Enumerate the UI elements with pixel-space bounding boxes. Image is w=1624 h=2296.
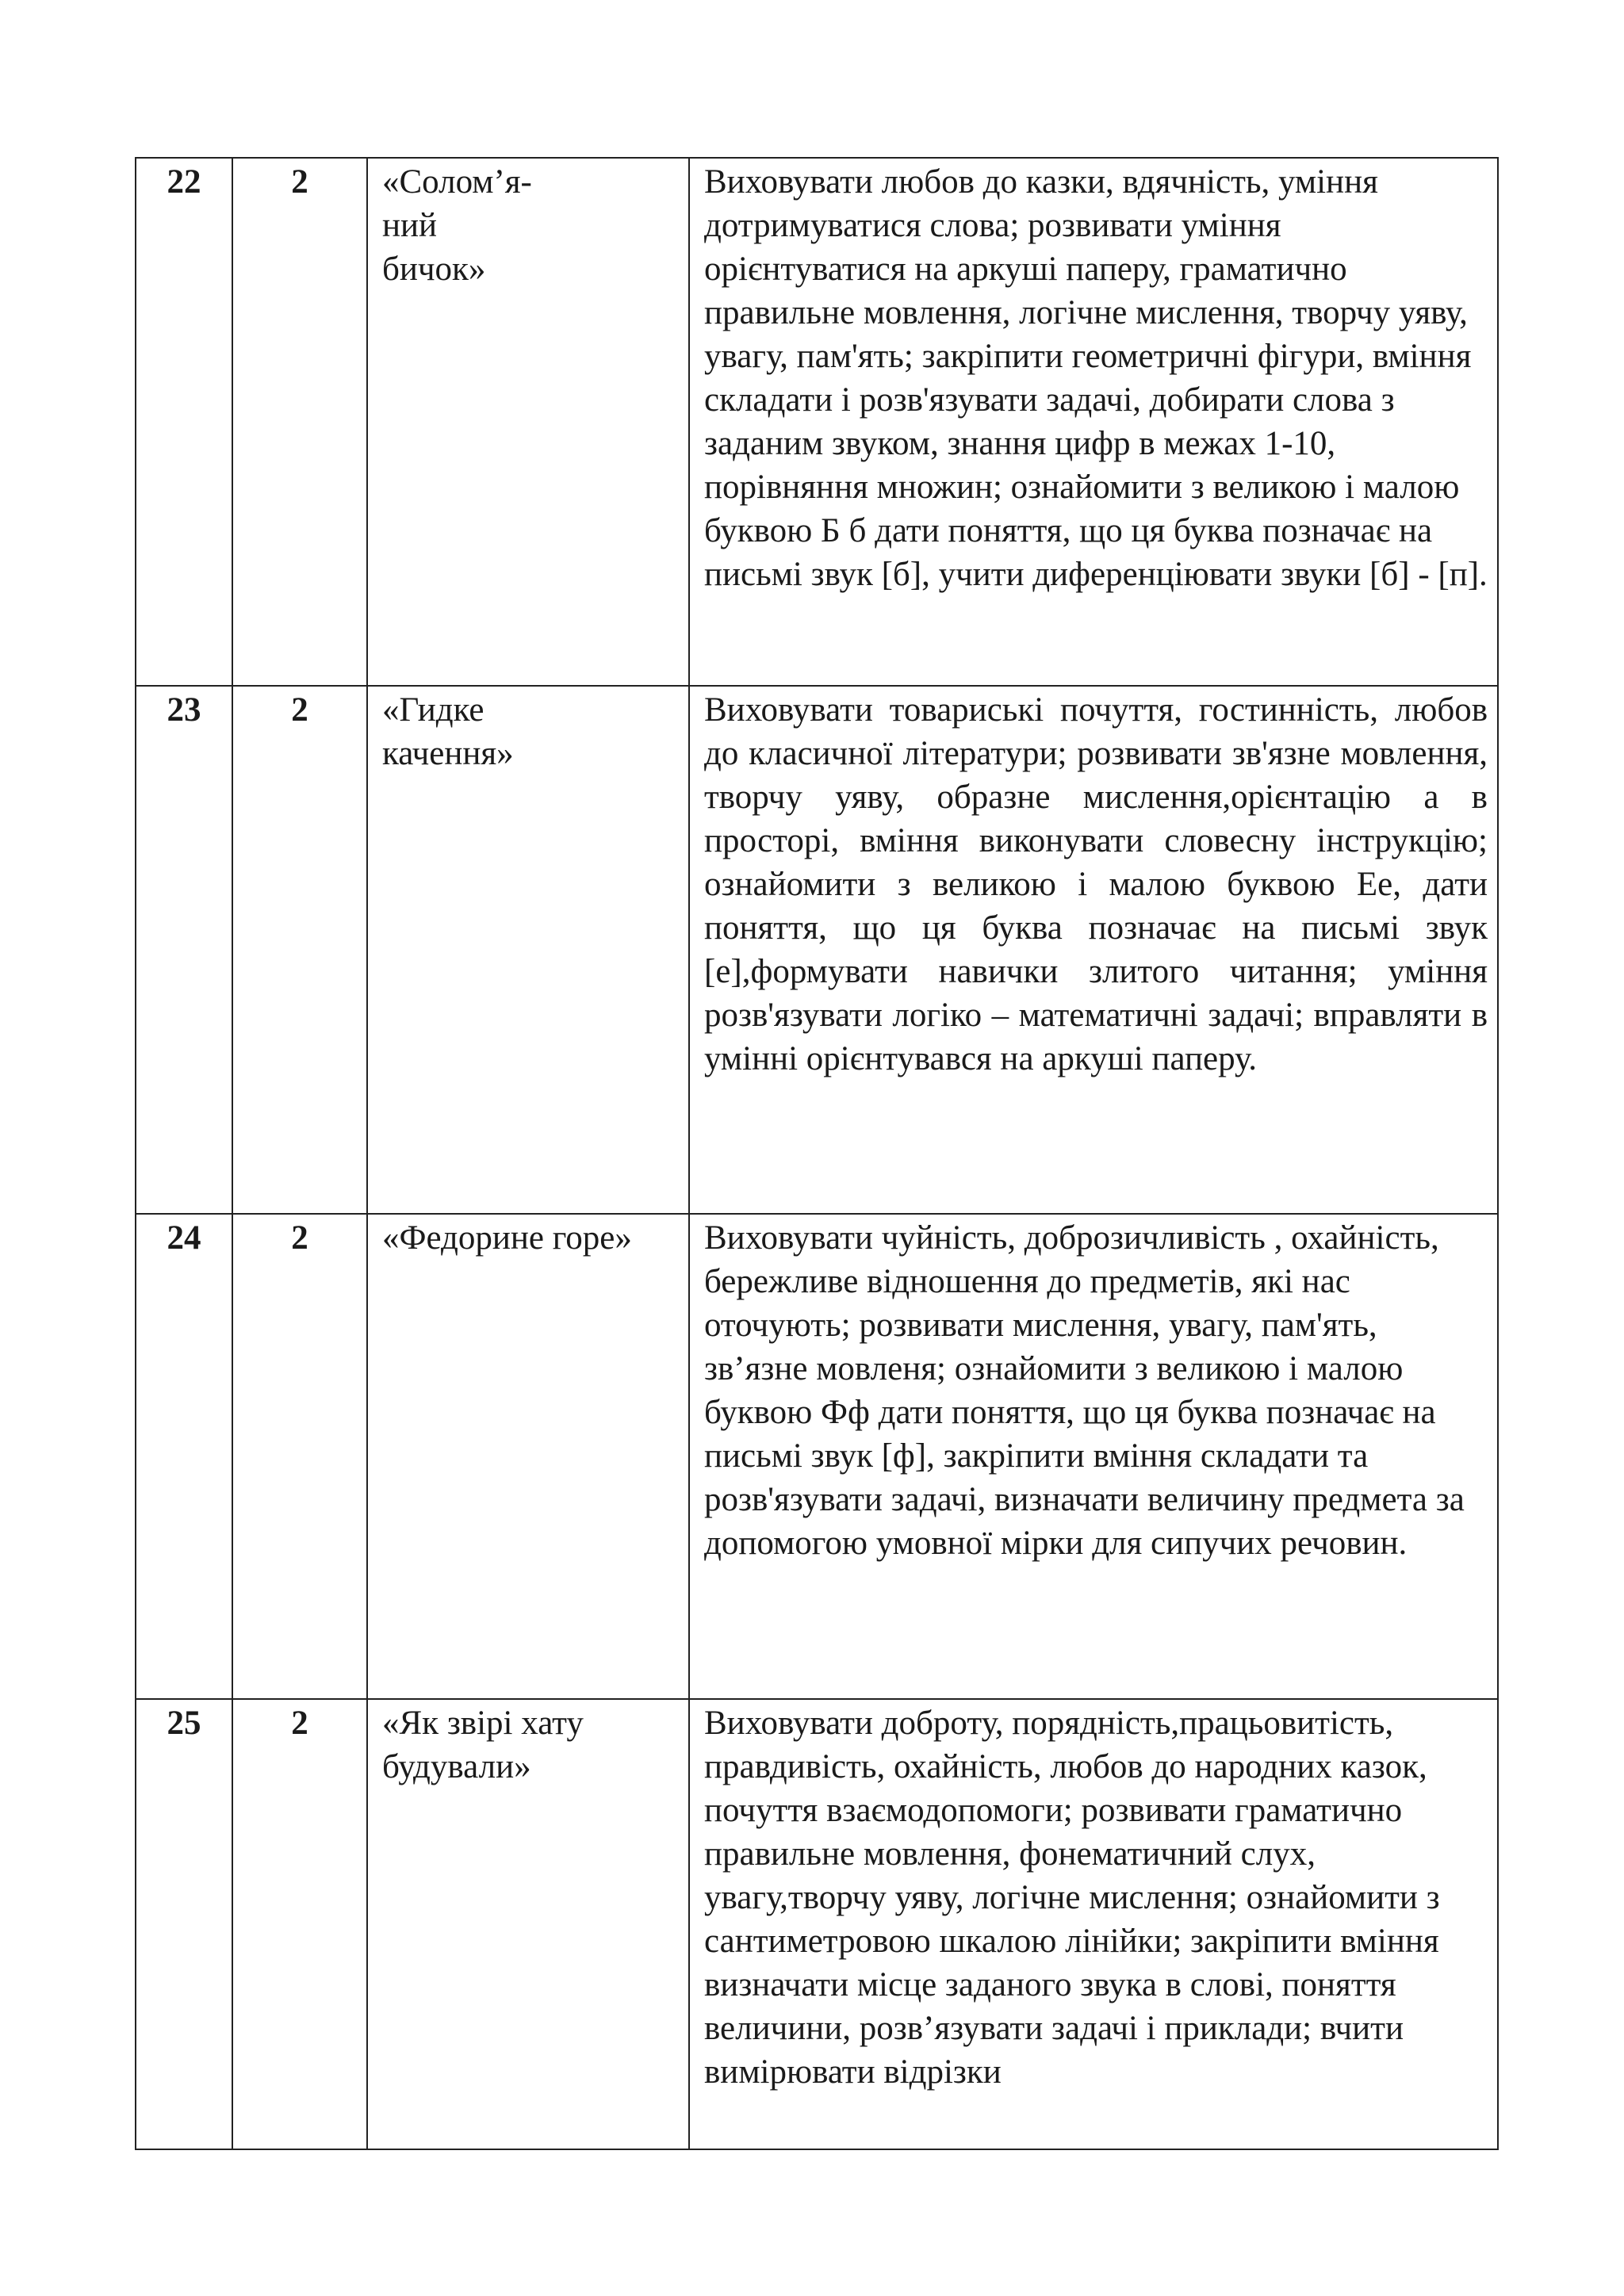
lesson-title-cell xyxy=(367,1214,689,1699)
lesson-hours-cell: 2 xyxy=(232,686,367,1214)
lesson-title-line: ний xyxy=(382,207,438,244)
lesson-title-cell xyxy=(367,686,689,1214)
table-row xyxy=(136,686,1498,1214)
lesson-hours-cell: 2 xyxy=(232,1214,367,1699)
lesson-hours-cell: 2 xyxy=(232,158,367,686)
lesson-hours-cell: 2 xyxy=(232,1699,367,2149)
table-row xyxy=(136,1214,1498,1699)
table-row xyxy=(136,158,1498,686)
lesson-number-cell: 22 xyxy=(136,158,232,686)
lesson-title-line: «Федорине горе» xyxy=(382,1219,632,1257)
lesson-number-cell: 24 xyxy=(136,1214,232,1699)
lesson-title-line: будували» xyxy=(382,1748,531,1785)
table-row xyxy=(136,1699,1498,2149)
lesson-title-cell xyxy=(367,158,689,686)
lesson-title-line: бичок» xyxy=(382,251,486,288)
lesson-title-line: «Солом’я- xyxy=(382,163,532,201)
lesson-title-line: качення» xyxy=(382,735,514,772)
lesson-goals-cell: Виховувати доброту, порядність,працьовитість, правдивість, охайність, любов до народних казок, почуття взаємодопомоги; розвивати граматично правильне мовлення, фонематичний слух, увагу,творчу уяву, логічне мислення; ознайомити з сантиметровою шкалою лінійки; закріпити вміння визначати місце заданого звука в слові, поняття величини, розв’язувати задачі і приклади; вчити вимірювати відрізки xyxy=(689,1699,1498,2149)
lesson-number-cell: 25 xyxy=(136,1699,232,2149)
lesson-plan-table xyxy=(135,157,1499,2150)
lesson-title-line: «Як звірі хату xyxy=(382,1705,584,1742)
lesson-title-line: «Гидке xyxy=(382,691,485,729)
lesson-goals-cell: Виховувати чуйність, доброзичливість , охайність, бережливе відношення до предметів, які нас оточують; розвивати мислення, увагу, пам'ять, зв’язне мовленя; ознайомити з великою і малою буквою Фф дати поняття, що ця буква позначає на письмі звук [ф], закріпити вміння складати та розв'язувати задачі, визначати величину предмета за допомогою умовної мірки для сипучих речовин. xyxy=(689,1214,1498,1699)
lesson-goals-cell: Виховувати любов до казки, вдячність, уміння дотримуватися слова; розвивати уміння орієнтуватися на аркуші паперу, граматично правильне мовлення, логічне мислення, творчу уяву, увагу, пам'ять; закріпити геометричні фігури, вміння складати і розв'язувати задачі, добирати слова з заданим звуком, знання цифр в межах 1-10, порівняння множин; ознайомити з великою і малою буквою Б б дати поняття, що ця буква позначає на письмі звук [б], учити диференціювати звуки [б] - [п]. xyxy=(689,158,1498,686)
lesson-goals-cell: Виховувати товариські почуття, гостинність, любов до класичної літератури; розвивати зв'язне мовлення, творчу уяву, образне мислення,орієнтацію а в просторі, вміння виконувати словесну інструкцію; ознайомити з великою і малою буквою Ее, дати поняття, що ця буква позначає на письмі звук [е],формувати навички злитого читання; уміння розв'язувати логіко – математичні задачі; вправляти в умінні орієнтувався на аркуші паперу. xyxy=(689,686,1498,1214)
lesson-title-cell xyxy=(367,1699,689,2149)
lesson-number-cell: 23 xyxy=(136,686,232,1214)
